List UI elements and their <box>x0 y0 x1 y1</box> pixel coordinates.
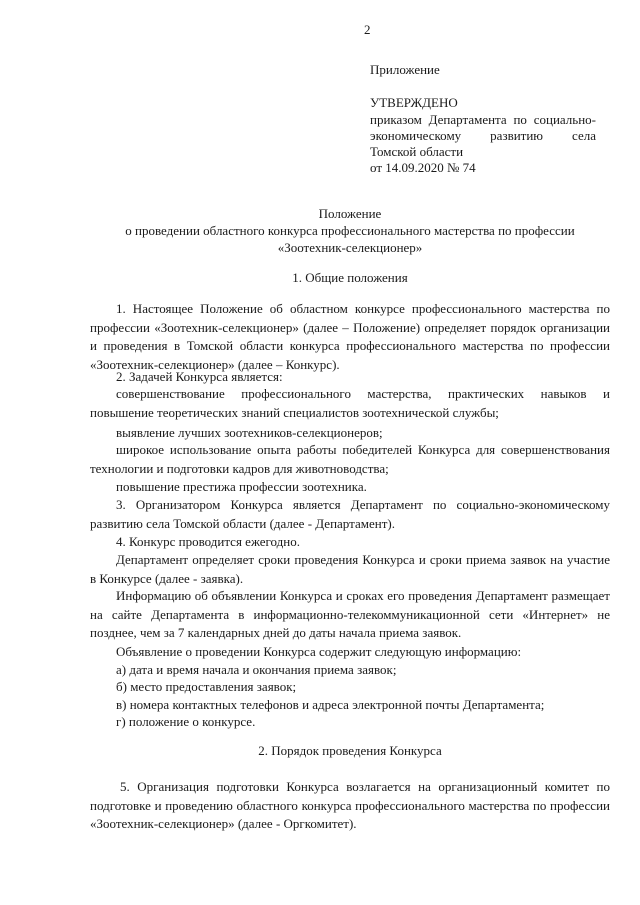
title-line-3: «Зоотехник-селекционер» <box>277 240 423 255</box>
approved-label: УТВЕРЖДЕНО <box>370 95 458 110</box>
section-2-paragraph-1: 5. Организация подготовки Конкурса возлагается на организационный комитет по подготовке и проведению областного конкурса профессионального мастерства по профессии «Зоотехник-селекционер» (далее - Оргкомитет). <box>90 779 610 831</box>
notice-item-b: б) место предоставления заявок; <box>116 679 297 694</box>
approval-line-2: экономическому развитию села <box>370 128 596 143</box>
annex-label: Приложение <box>370 62 440 77</box>
section-1-paragraph-7: 3. Организатором Конкурса является Департамент по социально-экономическому развитию села Томской области (далее - Департамент). <box>90 497 610 531</box>
section-1-heading: 1. Общие положения <box>292 270 408 285</box>
approval-line-3: Томской области <box>370 144 464 159</box>
section-1-paragraph-4: выявление лучших зоотехников-селекционеров; <box>116 425 383 440</box>
section-1-paragraph-1: 1. Настоящее Положение об областном конкурсе профессионального мастерства по профессии «Зоотехник-селекционер» (далее – Положение) определяет порядок организации и проведения в Томской области конкурса профессионального мастерства по профессии «Зоотехник-селекционер» (далее – Конкурс). <box>90 301 610 372</box>
section-1-paragraph-11: Объявление о проведении Конкурса содержит следующую информацию: <box>116 644 522 659</box>
title-line-2: о проведении областного конкурса профессионального мастерства по профессии <box>125 223 575 238</box>
section-2-heading: 2. Порядок проведения Конкурса <box>258 743 442 758</box>
notice-item-g: г) положение о конкурсе. <box>116 714 256 729</box>
page-number: 2 <box>364 22 371 37</box>
approval-order-text <box>370 112 596 176</box>
section-1-paragraph-2: 2. Задачей Конкурса является: <box>116 369 283 384</box>
notice-item-v: в) номера контактных телефонов и адреса электронной почты Департамента; <box>116 697 545 712</box>
section-1-paragraph-6: повышение престижа профессии зоотехника. <box>116 479 367 494</box>
section-1-paragraph-10: Информацию об объявлении Конкурса и сроках его проведения Департамент размещает на сайте Департамента в информационно-телекоммуникационной сети «Интернет» не позднее, чем за 7 календарных дней до даты начала приема заявок. <box>90 588 610 640</box>
section-1-paragraph-8: 4. Конкурс проводится ежегодно. <box>116 534 300 549</box>
section-1-paragraph-5: широкое использование опыта работы победителей Конкурса для совершенствования технологии и подготовки кадров для животноводства; <box>90 442 610 476</box>
notice-item-a: а) дата и время начала и окончания приема заявок; <box>116 662 397 677</box>
section-1-paragraph-9: Департамент определяет сроки проведения Конкурса и сроки приема заявок на участие в Конкурсе (далее - заявка). <box>90 552 610 586</box>
approval-line-1: приказом Департамента по социально- <box>370 112 596 127</box>
approval-line-4: от 14.09.2020 № 74 <box>370 160 476 175</box>
title-line-1: Положение <box>318 206 382 221</box>
section-1-paragraph-3: совершенствование профессионального мастерства, практических навыков и повышение теоретических знаний специалистов зоотехнической службы; <box>90 386 610 420</box>
